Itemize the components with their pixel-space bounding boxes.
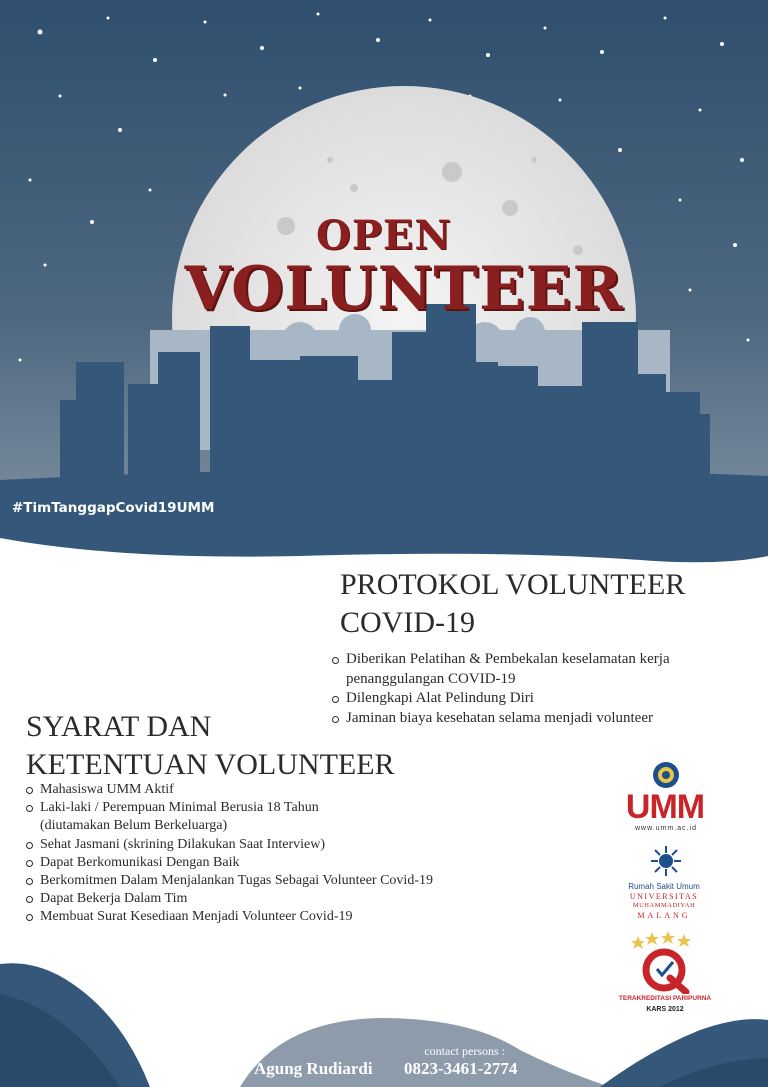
contact-label: contact persons : [424, 1044, 505, 1058]
bottom-wave-decoration [0, 930, 768, 1087]
syarat-heading [26, 708, 486, 784]
syarat-list [18, 781, 578, 927]
syarat-item: Berkomitmen Dalam Menjalankan Tugas Sebagai Volunteer Covid-19 [18, 872, 578, 890]
protokol-heading-line2: COVID-19 [340, 606, 475, 639]
open-title: OPEN [316, 212, 452, 259]
syarat-item: Dapat Bekerja Dalam Tim [18, 890, 578, 908]
umm-emblem-icon [651, 760, 681, 790]
protokol-item: Dilengkapi Alat Pelindung Diri [320, 689, 760, 709]
rs-city: MALANG [637, 911, 691, 920]
contact-phone: 0823-3461-2774 [404, 1059, 518, 1078]
rs-label: Rumah Sakit Umum [628, 882, 700, 891]
syarat-heading-line2: KETENTUAN VOLUNTEER [26, 748, 395, 781]
protokol-item: Diberikan Pelatihan & Pembekalan keselamatan kerja penanggulangan COVID-19 [320, 650, 760, 689]
syarat-item: Laki-laki / Perempuan Minimal Berusia 18 Tahun (diutamakan Belum Berkeluarga) [18, 799, 340, 835]
syarat-item: Mahasiswa UMM Aktif [18, 781, 578, 799]
rs-muhammadiyah: MUHAMMADIYAH [632, 902, 696, 909]
rs-university: UNIVERSITAS [629, 892, 699, 901]
protokol-heading-line1: PROTOKOL VOLUNTEER [340, 568, 686, 601]
kars-label: TERAKREDITASI PARIPURNA [618, 995, 712, 1002]
hashtag: #TimTanggapCovid19UMM [12, 500, 215, 516]
kars-year: KARS 2012 [646, 1006, 684, 1013]
syarat-item: Sehat Jasmani (skrining Dilakukan Saat Interview) [18, 836, 578, 854]
syarat-item: Membuat Surat Kesediaan Menjadi Volunteer Covid-19 [18, 908, 578, 926]
syarat-item: Dapat Berkomunikasi Dengan Baik [18, 854, 578, 872]
protokol-item: Jaminan biaya kesehatan selama menjadi volunteer [320, 709, 760, 729]
protokol-heading [340, 566, 760, 642]
syarat-heading-line1: SYARAT DAN [26, 710, 212, 743]
umm-logo: UMM [625, 788, 705, 826]
rs-sun-emblem-icon [650, 845, 682, 879]
volunteer-title: VOLUNTEER [184, 254, 624, 324]
contact-name: Agung Rudiardi [254, 1059, 373, 1078]
umm-url: www.umm.ac.id [634, 825, 697, 832]
